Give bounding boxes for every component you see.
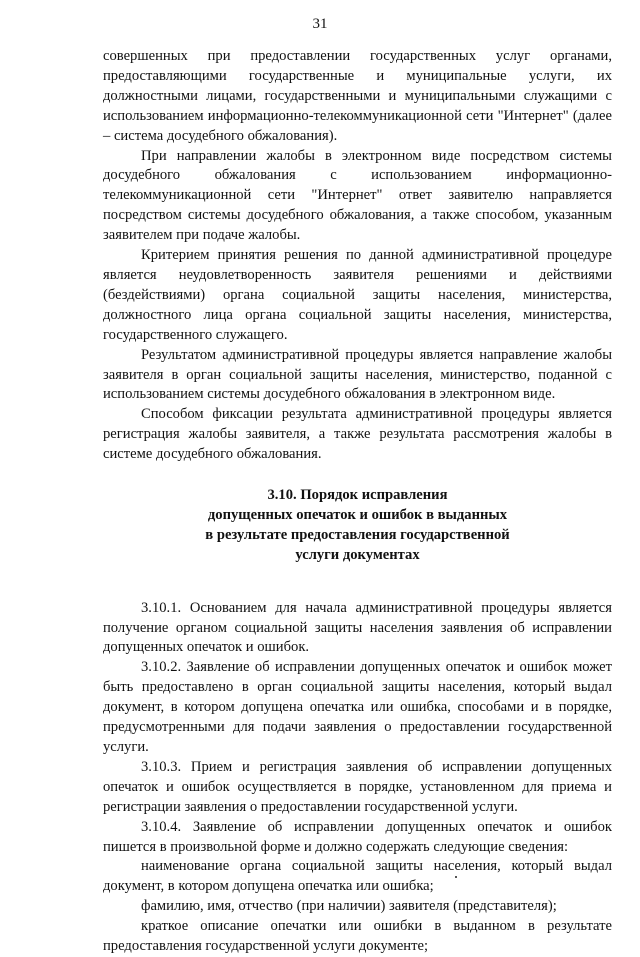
- section-heading: [103, 486, 612, 566]
- section-heading-line: услуги документах: [295, 546, 420, 563]
- document-body: [103, 47, 612, 957]
- paragraph-3-10-1: 3.10.1. Основанием для начала административной процедуры является получение органом социальной защиты населения заявления об исправлении допущенных опечаток и ошибок.: [103, 599, 612, 656]
- paragraph-procedure-result: Результатом административной процедуры является направление жалобы заявителя в орган социальной защиты населения, министерство, поданной с использованием системы досудебного обжалования в электронном виде.: [103, 346, 612, 403]
- section-heading-line: допущенных опечаток и ошибок в выданных: [207, 506, 508, 523]
- list-item-authority-name: наименование органа социальной защиты населения, который выдал документ, в котором допущена опечатка или ошибка;: [103, 858, 612, 895]
- paragraph-electronic-response: При направлении жалобы в электронном виде посредством системы досудебного обжалования с использованием информационно-телекоммуникационной сети "Интернет" ответ заявителю направляется посредством системы досудебного обжалования, а также способом, указанным заявителем при подаче жалобы.: [103, 147, 612, 244]
- section-heading-line: в результате предоставления государственной: [205, 526, 510, 543]
- paragraph-3-10-2: 3.10.2. Заявление об исправлении допущенных опечаток и ошибок может быть предоставлено в орган социальной защиты населения, который выдал документ, в котором допущена опечатка или ошибка, способами и в порядке, предусмотренными для подачи заявления о предоставлении государственной услуги.: [103, 659, 612, 755]
- paragraph-decision-criterion: Критерием принятия решения по данной административной процедуре является неудовлетворенность заявителя решениями и действиями (бездействиями) органа социальной защиты населения, министерства, должностного лица органа социальной защиты населения, министерства, государственного служащего.: [103, 247, 612, 343]
- paragraph-3-10-4: 3.10.4. Заявление об исправлении допущенных опечаток и ошибок пишется в произвольной форме и должно содержать следующие сведения:: [103, 818, 612, 855]
- paragraph-3-10-3: 3.10.3. Прием и регистрация заявления об исправлении допущенных опечаток и ошибок осуществляется в порядке, установленном для приема и регистрации заявления о предоставлении государственной услуги.: [103, 758, 612, 815]
- list-item-error-description: краткое описание опечатки или ошибки в выданном в результате предоставления государственной услуги документе;: [103, 918, 612, 955]
- scan-speck: [455, 876, 457, 878]
- page-number: 31: [312, 16, 328, 32]
- paragraph-result-fixation: Способом фиксации результата административной процедуры является регистрация жалобы заявителя, а также результата рассмотрения жалобы в системе досудебного обжалования.: [103, 406, 612, 463]
- section-heading-line: 3.10. Порядок исправления: [267, 487, 448, 504]
- list-item-applicant-name: фамилию, имя, отчество (при наличии) заявителя (представителя);: [141, 898, 557, 915]
- paragraph-continuation: совершенных при предоставлении государственных услуг органами, предоставляющими государственные и муниципальные услуги, их должностными лицами, государственными и муниципальными служащими с использованием информационно-телекоммуникационной сети "Интернет" (далее – система досудебного обжалования).: [103, 48, 612, 144]
